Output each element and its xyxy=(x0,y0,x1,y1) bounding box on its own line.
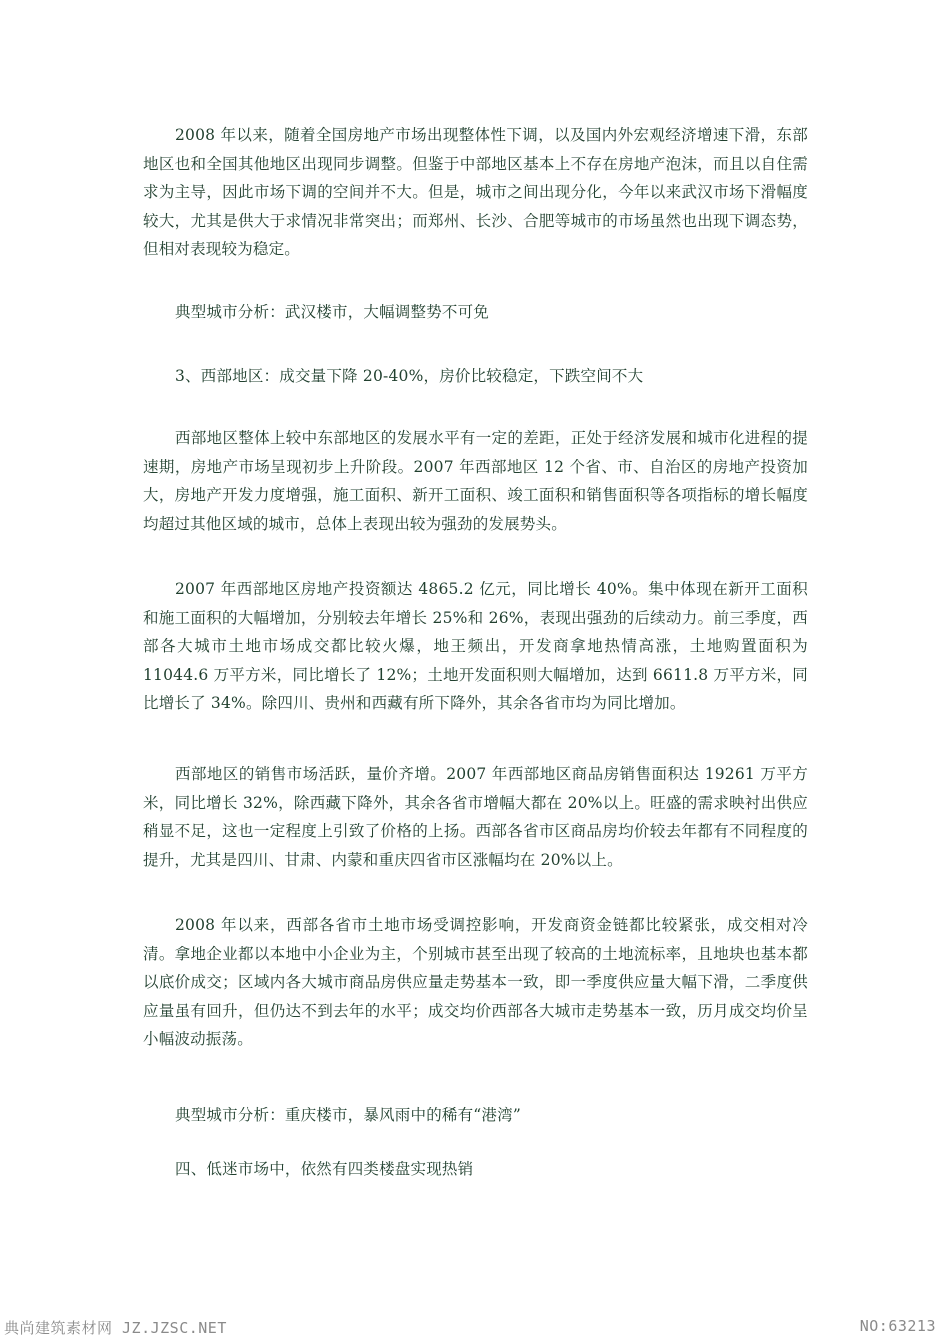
paragraph-west-region-sales: 西部地区的销售市场活跃，量价齐增。2007 年西部地区商品房销售面积达 19261 万平方米，同比增长 32%，除西藏下降外，其余各省市增幅大都在 20%以上。旺盛的需求映衬出供应稍显不足，这也一定程度上引致了价格的上扬。西部各省市区商品房均价较去年都有不同程度的提升，尤其是四川、甘肃、内蒙和重庆四省市区涨幅均在 20%以上。 xyxy=(143,765,808,869)
paragraph-west-region-overview: 西部地区整体上较中东部地区的发展水平有一定的差距，正处于经济发展和城市化进程的提速期，房地产市场呈现初步上升阶段。2007 年西部地区 12 个省、市、自治区的房地产投资加大，房地产开发力度增强，施工面积、新开工面积、竣工面积和销售面积等各项指标的增长幅度均超过其他区域的城市，总体上表现出较为强劲的发展势头。 xyxy=(143,429,808,533)
paragraph-west-region-2008: 2008 年以来，西部各省市土地市场受调控影响，开发商资金链都比较紧张，成交相对冷清。拿地企业都以本地中小企业为主，个别城市甚至出现了较高的土地流标率，且地块也基本都以底价成交；区域内各大城市商品房供应量走势基本一致，即一季度供应量大幅下滑，二季度供应量虽有回升，但仍达不到去年的水平；成交均价西部各大城市走势基本一致，历月成交均价呈小幅波动振荡。 xyxy=(143,916,808,1049)
footer-document-id: NO:63213 xyxy=(859,1317,936,1335)
paragraph-west-region-investment: 2007 年西部地区房地产投资额达 4865.2 亿元，同比增长 40%。集中体现在新开工面积和施工面积的大幅增加，分别较去年增长 25%和 26%，表现出强劲的后续动力。前三季度，西部各大城市土地市场成交都比较火爆，地王频出，开发商拿地热情高涨，土地购置面积为 11044.6 万平方米，同比增长了 12%；土地开发面积则大幅增加，达到 6611.8 万平方米，同比增长了 34%。除四川、贵州和西藏有所下降外，其余各省市均为同比增加。 xyxy=(143,580,808,713)
section-heading-west-region: 3、西部地区：成交量下降 20-40%，房价比较稳定，下跌空间不大 xyxy=(175,367,644,385)
footer-source-watermark: 典尚建筑素材网 JZ.JZSC.NET xyxy=(4,1319,227,1337)
subheading-wuhan-analysis: 典型城市分析：武汉楼市，大幅调整势不可免 xyxy=(175,303,490,321)
section-heading-hot-projects: 四、低迷市场中，依然有四类楼盘实现热销 xyxy=(175,1160,474,1178)
subheading-chongqing-analysis: 典型城市分析：重庆楼市，暴风雨中的稀有“港湾” xyxy=(175,1106,521,1124)
paragraph-east-region-2008: 2008 年以来，随着全国房地产市场出现整体性下调，以及国内外宏观经济增速下滑，东部地区也和全国其他地区出现同步调整。但鉴于中部地区基本上不存在房地产泡沫，而且以自住需求为主导，因此市场下调的空间并不大。但是，城市之间出现分化，今年以来武汉市场下滑幅度较大，尤其是供大于求情况非常突出；而郑州、长沙、合肥等城市的市场虽然也出现下调态势，但相对表现较为稳定。 xyxy=(143,126,808,259)
page-footer xyxy=(0,1315,950,1343)
